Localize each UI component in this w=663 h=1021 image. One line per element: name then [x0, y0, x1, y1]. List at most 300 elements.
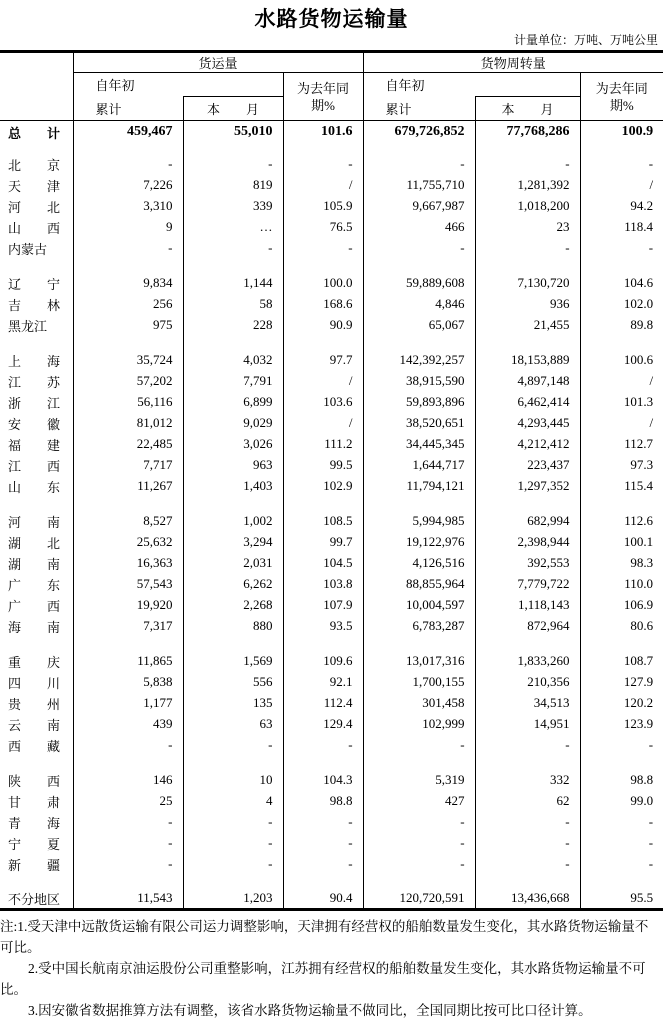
spacer-row — [0, 497, 663, 511]
spacer-cell — [183, 259, 283, 273]
spacer-cell — [475, 259, 580, 273]
value-cell: 392,553 — [475, 553, 580, 574]
spacer-cell — [73, 637, 183, 651]
table-row — [0, 392, 663, 413]
region-cell: 青 海 — [0, 812, 73, 833]
value-cell: - — [580, 735, 663, 756]
value-cell: 5,319 — [363, 770, 475, 791]
value-cell: 1,700,155 — [363, 672, 475, 693]
value-cell: 9,834 — [143, 275, 173, 290]
value-cell: 88,855,964 — [363, 574, 475, 595]
value-cell: 55,010 — [183, 121, 283, 144]
table-row — [0, 770, 663, 791]
value-cell: - — [580, 154, 663, 175]
value-cell: 1,569 — [183, 651, 283, 672]
value-cell: - — [363, 833, 475, 854]
value-cell: 2,031 — [183, 553, 283, 574]
region-cell: 新 疆 — [0, 854, 73, 875]
value-cell: 9,029 — [183, 413, 283, 434]
value-cell: - — [475, 833, 580, 854]
spacer-cell — [283, 144, 363, 154]
table-header — [0, 52, 663, 121]
value-cell: 4 — [183, 791, 283, 812]
value-cell: 466 — [363, 217, 475, 238]
region-cell: 江 西 — [0, 455, 73, 476]
value-cell: - — [183, 854, 283, 875]
value-cell: / — [580, 413, 663, 434]
table-row — [0, 413, 663, 434]
value-cell: - — [183, 833, 283, 854]
value-cell: 38,520,651 — [363, 413, 475, 434]
value-cell: - — [168, 814, 173, 829]
value-cell: 38,915,590 — [363, 371, 475, 392]
value-cell: 135 — [183, 693, 283, 714]
value-cell: 1,144 — [183, 273, 283, 294]
table-row — [0, 532, 663, 553]
region-cell: 西 藏 — [0, 735, 73, 756]
yoy-label-line1: 为去年同 — [595, 80, 648, 96]
value-cell: 6,262 — [183, 574, 283, 595]
value-cell: - — [168, 737, 173, 752]
region-cell: 上 海 — [0, 350, 73, 371]
region-cell: 黑龙江 — [0, 315, 73, 336]
value-cell: 1,018,200 — [475, 196, 580, 217]
yoy-label-line2: 期% — [311, 97, 335, 113]
value-cell: 104.3 — [283, 770, 363, 791]
value-cell: 62 — [475, 791, 580, 812]
value-cell: 98.3 — [580, 553, 663, 574]
value-cell: 223,437 — [475, 455, 580, 476]
value-cell: 3,026 — [183, 434, 283, 455]
value-cell: 120.2 — [580, 693, 663, 714]
spacer-row — [0, 259, 663, 273]
value-cell: - — [283, 735, 363, 756]
value-cell: / — [283, 371, 363, 392]
region-cell: 北 京 — [0, 154, 73, 175]
table-row — [0, 476, 663, 497]
value-cell: 16,363 — [136, 555, 173, 570]
value-cell: 99.7 — [283, 532, 363, 553]
value-cell: 100.9 — [580, 121, 663, 144]
table-row — [0, 511, 663, 532]
value-cell: 10 — [183, 770, 283, 791]
value-cell: 10,004,597 — [363, 595, 475, 616]
region-cell: 浙 江 — [0, 392, 73, 413]
value-cell: 11,755,710 — [363, 175, 475, 196]
value-cell: 59,893,896 — [363, 392, 475, 413]
value-cell: 936 — [475, 294, 580, 315]
spacer-cell — [73, 259, 183, 273]
spacer-cell — [283, 259, 363, 273]
region-cell: 总 计 — [0, 121, 73, 144]
spacer-cell — [283, 875, 363, 889]
value-cell: - — [283, 154, 363, 175]
value-cell: 168.6 — [283, 294, 363, 315]
value-cell: 108.7 — [580, 651, 663, 672]
table-row — [0, 889, 663, 910]
group-header-freight-volume: 货运量 — [73, 52, 363, 73]
value-cell: - — [168, 240, 173, 255]
region-cell: 内蒙古 — [0, 238, 73, 259]
value-cell: / — [580, 371, 663, 392]
value-cell: 105.9 — [283, 196, 363, 217]
value-cell: 97.7 — [283, 350, 363, 371]
spacer-cell — [580, 336, 663, 350]
value-cell: 103.8 — [283, 574, 363, 595]
value-cell: 98.8 — [580, 770, 663, 791]
value-cell: 301,458 — [363, 693, 475, 714]
table-row — [0, 196, 663, 217]
spacer-cell — [580, 637, 663, 651]
spacer-cell — [0, 497, 73, 511]
region-cell: 云 南 — [0, 714, 73, 735]
value-cell: 112.6 — [580, 511, 663, 532]
region-cell: 重 庆 — [0, 651, 73, 672]
value-cell: 439 — [153, 716, 173, 731]
spacer-cell — [363, 637, 475, 651]
region-cell: 湖 南 — [0, 553, 73, 574]
value-cell: 106.9 — [580, 595, 663, 616]
value-cell: - — [183, 812, 283, 833]
yoy-label-line2: 期% — [609, 97, 634, 113]
spacer-cell — [475, 336, 580, 350]
region-cell: 天 津 — [0, 175, 73, 196]
value-cell: 92.1 — [283, 672, 363, 693]
table-row — [0, 672, 663, 693]
region-cell: 江 苏 — [0, 371, 73, 392]
value-cell: 35,724 — [136, 352, 173, 367]
value-cell: 90.9 — [283, 315, 363, 336]
value-cell: 11,794,121 — [363, 476, 475, 497]
spacer-cell — [183, 756, 283, 770]
value-cell: 80.6 — [580, 616, 663, 637]
region-cell: 贵 州 — [0, 693, 73, 714]
region-cell: 河 北 — [0, 196, 73, 217]
spacer-cell — [0, 875, 73, 889]
table-row — [0, 350, 663, 371]
subheader-since-start-volume: 自年初 — [95, 78, 135, 93]
value-cell: 101.6 — [283, 121, 363, 144]
table-row — [0, 371, 663, 392]
region-cell: 不分地区 — [0, 889, 73, 910]
value-cell: 109.6 — [283, 651, 363, 672]
value-cell: 1,177 — [143, 695, 173, 710]
value-cell: - — [283, 854, 363, 875]
value-cell: 25,632 — [136, 534, 173, 549]
spacer-cell — [283, 497, 363, 511]
subheader-month-volume: 本 月 — [183, 97, 283, 121]
value-cell: - — [363, 154, 475, 175]
table-body — [0, 121, 663, 910]
value-cell: 6,783,287 — [363, 616, 475, 637]
note-1: 注:1.受天津中远散货运输有限公司运力调整影响，天津拥有经营权的船舶数量发生变化，其水路货物运输量不可比。 — [0, 919, 649, 955]
value-cell: 4,212,412 — [475, 434, 580, 455]
region-cell: 宁 夏 — [0, 833, 73, 854]
value-cell: 102.9 — [283, 476, 363, 497]
note-2: 2.受中国长航南京油运股份公司重整影响，江苏拥有经营权的船舶数量发生变化，其水路货物运输量不可比。 — [0, 961, 646, 997]
value-cell: 93.5 — [283, 616, 363, 637]
value-cell: 104.6 — [580, 273, 663, 294]
region-cell: 辽 宁 — [0, 273, 73, 294]
value-cell: 94.2 — [580, 196, 663, 217]
region-cell: 湖 北 — [0, 532, 73, 553]
value-cell: - — [183, 154, 283, 175]
notes — [0, 916, 663, 1021]
table-row — [0, 154, 663, 175]
value-cell: 3,310 — [143, 198, 173, 213]
value-cell: - — [475, 735, 580, 756]
region-cell: 河 南 — [0, 511, 73, 532]
value-cell: 8,527 — [143, 513, 173, 528]
value-cell: - — [475, 154, 580, 175]
table-row — [0, 714, 663, 735]
value-cell: 65,067 — [363, 315, 475, 336]
value-cell: 679,726,852 — [363, 121, 475, 144]
spacer-row — [0, 144, 663, 154]
spacer-cell — [580, 144, 663, 154]
spacer-cell — [183, 336, 283, 350]
region-cell: 广 东 — [0, 574, 73, 595]
value-cell: 963 — [183, 455, 283, 476]
value-cell: - — [363, 238, 475, 259]
spacer-cell — [73, 497, 183, 511]
spacer-cell — [475, 875, 580, 889]
value-cell: 459,467 — [127, 124, 173, 140]
value-cell: 99.5 — [283, 455, 363, 476]
spacer-cell — [580, 259, 663, 273]
value-cell: 9,667,987 — [363, 196, 475, 217]
value-cell: 2,268 — [183, 595, 283, 616]
value-cell: 13,436,668 — [475, 889, 580, 910]
value-cell: 99.0 — [580, 791, 663, 812]
table-row — [0, 574, 663, 595]
value-cell: 56,116 — [137, 394, 173, 409]
spacer-cell — [183, 497, 283, 511]
table-row — [0, 791, 663, 812]
spacer-cell — [283, 637, 363, 651]
spacer-row — [0, 336, 663, 350]
value-cell: 1,403 — [183, 476, 283, 497]
region-cell: 海 南 — [0, 616, 73, 637]
table-row — [0, 812, 663, 833]
table-row — [0, 175, 663, 196]
value-cell: 19,122,976 — [363, 532, 475, 553]
value-cell: 1,281,392 — [475, 175, 580, 196]
value-cell: 5,994,985 — [363, 511, 475, 532]
value-cell: 1,297,352 — [475, 476, 580, 497]
value-cell: - — [475, 812, 580, 833]
value-cell: 1,118,143 — [475, 595, 580, 616]
subheader-yoy-volume — [283, 73, 363, 121]
value-cell: 100.6 — [580, 350, 663, 371]
value-cell: … — [183, 217, 283, 238]
table-row — [0, 455, 663, 476]
spacer-cell — [0, 259, 73, 273]
value-cell: 102.0 — [580, 294, 663, 315]
spacer-cell — [0, 144, 73, 154]
value-cell: 427 — [363, 791, 475, 812]
value-cell: 819 — [183, 175, 283, 196]
yoy-label-line1: 为去年同 — [297, 80, 350, 96]
value-cell: - — [363, 812, 475, 833]
spacer-cell — [363, 144, 475, 154]
value-cell: 18,153,889 — [475, 350, 580, 371]
value-cell: 7,717 — [143, 457, 173, 472]
value-cell: 6,899 — [183, 392, 283, 413]
value-cell: 11,865 — [137, 653, 173, 668]
value-cell: 7,317 — [143, 618, 173, 633]
subheader-cumulative-turnover: 累计 — [363, 97, 475, 121]
table-row — [0, 651, 663, 672]
table-row — [0, 121, 663, 144]
table-row — [0, 294, 663, 315]
value-cell: - — [580, 854, 663, 875]
value-cell: 7,226 — [143, 177, 173, 192]
value-cell: 21,455 — [475, 315, 580, 336]
value-cell: 108.5 — [283, 511, 363, 532]
region-cell: 山 西 — [0, 217, 73, 238]
value-cell: 9 — [166, 219, 173, 234]
value-cell: 97.3 — [580, 455, 663, 476]
region-cell: 甘 肃 — [0, 791, 73, 812]
value-cell: 19,920 — [136, 597, 173, 612]
value-cell: - — [168, 156, 173, 171]
region-cell: 四 川 — [0, 672, 73, 693]
spacer-cell — [183, 875, 283, 889]
table-row — [0, 616, 663, 637]
value-cell: 11,267 — [137, 478, 173, 493]
value-cell: - — [363, 735, 475, 756]
value-cell: - — [580, 238, 663, 259]
table-row — [0, 693, 663, 714]
value-cell: 127.9 — [580, 672, 663, 693]
value-cell: 1,002 — [183, 511, 283, 532]
value-cell: 14,951 — [475, 714, 580, 735]
value-cell: 107.9 — [283, 595, 363, 616]
value-cell: 58 — [183, 294, 283, 315]
table-row — [0, 273, 663, 294]
table-row — [0, 434, 663, 455]
value-cell: 63 — [183, 714, 283, 735]
value-cell: - — [475, 854, 580, 875]
spacer-cell — [0, 336, 73, 350]
value-cell: 59,889,608 — [363, 273, 475, 294]
value-cell: 1,833,260 — [475, 651, 580, 672]
value-cell: 76.5 — [283, 217, 363, 238]
region-cell: 山 东 — [0, 476, 73, 497]
value-cell: 975 — [153, 317, 173, 332]
value-cell: 110.0 — [580, 574, 663, 595]
value-cell: 13,017,316 — [363, 651, 475, 672]
value-cell: 120,720,591 — [363, 889, 475, 910]
unit-note: 计量单位：万吨、万吨公里 — [513, 33, 658, 47]
value-cell: 3,294 — [183, 532, 283, 553]
value-cell: 1,203 — [183, 889, 283, 910]
region-cell: 吉 林 — [0, 294, 73, 315]
spacer-row — [0, 637, 663, 651]
value-cell: 332 — [475, 770, 580, 791]
value-cell: 89.8 — [580, 315, 663, 336]
value-cell: 1,644,717 — [363, 455, 475, 476]
value-cell: 129.4 — [283, 714, 363, 735]
subheader-yoy-turnover — [580, 73, 663, 121]
value-cell: - — [183, 735, 283, 756]
table-row — [0, 315, 663, 336]
spacer-cell — [475, 144, 580, 154]
region-cell: 福 建 — [0, 434, 73, 455]
value-cell: 872,964 — [475, 616, 580, 637]
page-title: 水路货物运输量 — [254, 7, 409, 31]
value-cell: - — [183, 238, 283, 259]
region-cell: 广 西 — [0, 595, 73, 616]
spacer-cell — [363, 336, 475, 350]
value-cell: 95.5 — [580, 889, 663, 910]
value-cell: 146 — [153, 772, 173, 787]
value-cell: 34,513 — [475, 693, 580, 714]
spacer-cell — [73, 144, 183, 154]
value-cell: 103.6 — [283, 392, 363, 413]
table-row — [0, 833, 663, 854]
spacer-cell — [283, 756, 363, 770]
spacer-cell — [73, 756, 183, 770]
value-cell: 7,791 — [183, 371, 283, 392]
spacer-row — [0, 875, 663, 889]
value-cell: - — [580, 812, 663, 833]
table-row — [0, 238, 663, 259]
value-cell: 4,032 — [183, 350, 283, 371]
value-cell: 2,398,944 — [475, 532, 580, 553]
table-row — [0, 217, 663, 238]
value-cell: 256 — [153, 296, 173, 311]
value-cell: 22,485 — [136, 436, 173, 451]
value-cell: 25 — [159, 793, 173, 808]
spacer-cell — [475, 497, 580, 511]
value-cell: - — [283, 812, 363, 833]
value-cell: 118.4 — [580, 217, 663, 238]
value-cell: 4,126,516 — [363, 553, 475, 574]
value-cell: 57,543 — [136, 576, 173, 591]
value-cell: / — [283, 413, 363, 434]
value-cell: 123.9 — [580, 714, 663, 735]
value-cell: 112.4 — [283, 693, 363, 714]
value-cell: 682,994 — [475, 511, 580, 532]
value-cell: 57,202 — [136, 373, 173, 388]
value-cell: 7,779,722 — [475, 574, 580, 595]
spacer-cell — [73, 875, 183, 889]
value-cell: 112.7 — [580, 434, 663, 455]
spacer-cell — [580, 756, 663, 770]
value-cell: - — [283, 833, 363, 854]
value-cell: - — [363, 854, 475, 875]
table-row — [0, 553, 663, 574]
spacer-cell — [363, 259, 475, 273]
value-cell: - — [475, 238, 580, 259]
group-header-freight-turnover: 货物周转量 — [363, 52, 663, 73]
region-cell: 安 徽 — [0, 413, 73, 434]
spacer-cell — [475, 637, 580, 651]
value-cell: 100.0 — [283, 273, 363, 294]
spacer-cell — [0, 637, 73, 651]
value-cell: - — [168, 835, 173, 850]
value-cell: 77,768,286 — [475, 121, 580, 144]
value-cell: 102,999 — [363, 714, 475, 735]
spacer-cell — [475, 756, 580, 770]
value-cell: - — [168, 856, 173, 871]
spacer-cell — [363, 875, 475, 889]
value-cell: 100.1 — [580, 532, 663, 553]
value-cell: - — [283, 238, 363, 259]
value-cell: 111.2 — [283, 434, 363, 455]
